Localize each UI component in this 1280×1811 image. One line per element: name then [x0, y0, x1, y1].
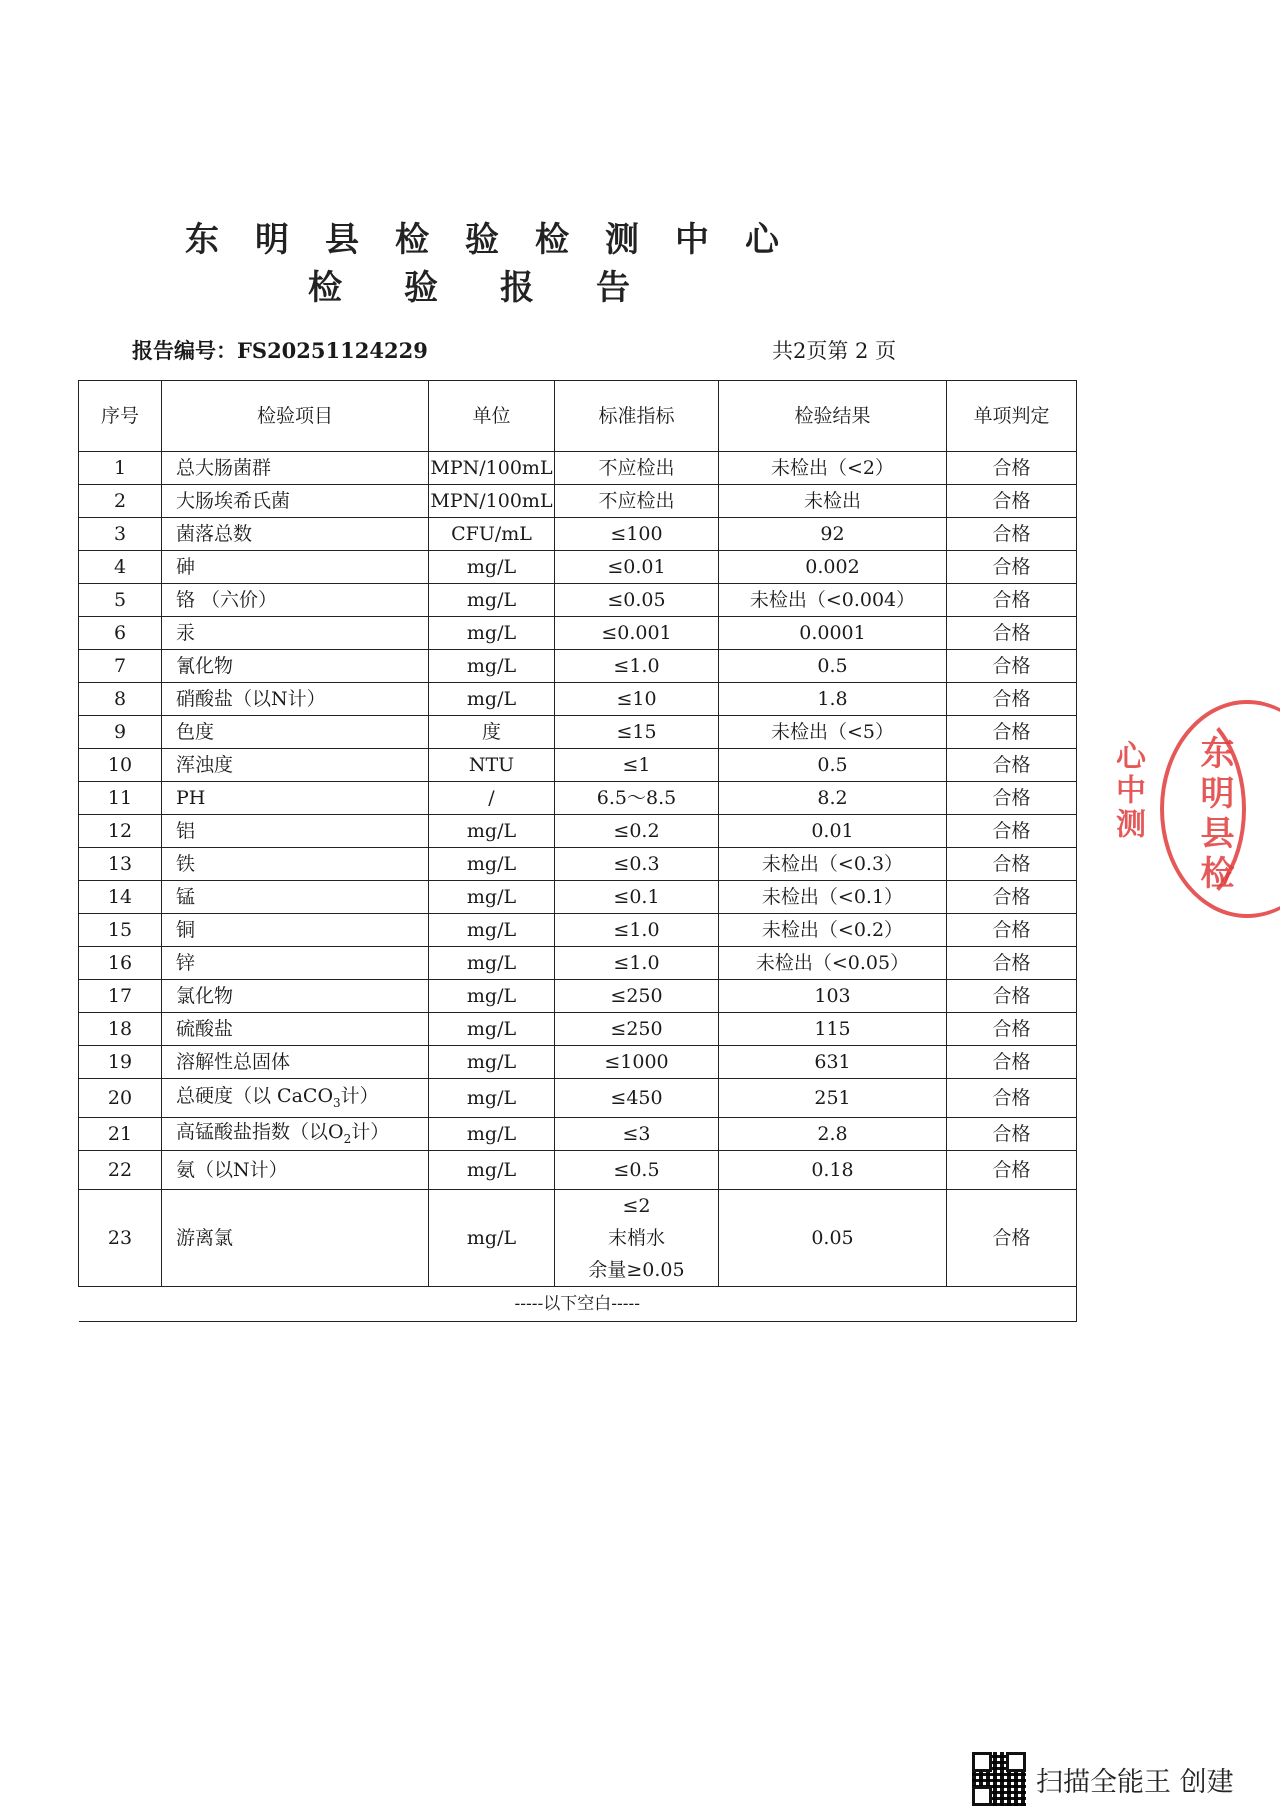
cell-standard: ≤1.0	[555, 947, 719, 980]
cell-unit: mg/L	[429, 584, 555, 617]
table-row	[79, 881, 1077, 914]
cell-no: 22	[79, 1151, 162, 1190]
report-number-value: FS20251124229	[237, 338, 428, 363]
cell-no: 15	[79, 914, 162, 947]
cell-standard: ≤0.5	[555, 1151, 719, 1190]
scanner-watermark	[972, 1752, 1234, 1806]
cell-unit: mg/L	[429, 1151, 555, 1190]
cell-item: 大肠埃希氏菌	[162, 485, 429, 518]
cell-unit: mg/L	[429, 980, 555, 1013]
table-row	[79, 518, 1077, 551]
cell-result: 2.8	[719, 1118, 947, 1151]
cell-no: 2	[79, 485, 162, 518]
cell-judgement: 合格	[947, 1046, 1077, 1079]
cell-unit: mg/L	[429, 617, 555, 650]
cell-item: 硫酸盐	[162, 1013, 429, 1046]
org-title: 东明县检验检测中心	[185, 220, 815, 260]
cell-judgement: 合格	[947, 452, 1077, 485]
table-row	[79, 1013, 1077, 1046]
cell-no: 4	[79, 551, 162, 584]
cell-item: 锌	[162, 947, 429, 980]
seal-text-right: 东明县检	[1194, 735, 1234, 895]
cell-unit: MPN/100mL	[429, 452, 555, 485]
cell-no: 19	[79, 1046, 162, 1079]
cell-result: 0.01	[719, 815, 947, 848]
cell-unit: mg/L	[429, 650, 555, 683]
cell-item: 锰	[162, 881, 429, 914]
cell-judgement: 合格	[947, 1118, 1077, 1151]
cell-item: 氯化物	[162, 980, 429, 1013]
cell-no: 13	[79, 848, 162, 881]
cell-standard: ≤250	[555, 980, 719, 1013]
cell-result: 115	[719, 1013, 947, 1046]
cell-standard: ≤0.3	[555, 848, 719, 881]
cell-no: 16	[79, 947, 162, 980]
table-row	[79, 584, 1077, 617]
report-number	[132, 335, 428, 365]
cell-judgement: 合格	[947, 551, 1077, 584]
cell-no: 11	[79, 782, 162, 815]
cell-result: 未检出（<2）	[719, 452, 947, 485]
cell-standard: ≤1000	[555, 1046, 719, 1079]
cell-unit: mg/L	[429, 947, 555, 980]
cell-result: 0.5	[719, 650, 947, 683]
cell-standard: ≤1.0	[555, 650, 719, 683]
table-row	[79, 683, 1077, 716]
watermark-text: 扫描全能王 创建	[1036, 1766, 1234, 1798]
std-line: 余量≥0.05	[588, 1259, 685, 1281]
cell-item: 浑浊度	[162, 749, 429, 782]
cell-unit: mg/L	[429, 881, 555, 914]
cell-no: 20	[79, 1079, 162, 1118]
table-row	[79, 914, 1077, 947]
cell-standard: ≤1	[555, 749, 719, 782]
blank-note: -----以下空白-----	[79, 1287, 1077, 1322]
table-row	[79, 947, 1077, 980]
cell-judgement: 合格	[947, 1190, 1077, 1287]
table-row	[79, 1151, 1077, 1190]
cell-judgement: 合格	[947, 782, 1077, 815]
cell-item: 溶解性总固体	[162, 1046, 429, 1079]
cell-judgement: 合格	[947, 1151, 1077, 1190]
cell-standard: ≤0.05	[555, 584, 719, 617]
col-header-unit: 单位	[429, 381, 555, 452]
table-row	[79, 848, 1077, 881]
cell-unit: MPN/100mL	[429, 485, 555, 518]
cell-no: 6	[79, 617, 162, 650]
report-title: 检验报告	[308, 268, 692, 308]
qr-code-icon	[972, 1752, 1026, 1806]
table-row	[79, 1079, 1077, 1118]
table-row	[79, 815, 1077, 848]
cell-judgement: 合格	[947, 848, 1077, 881]
cell-result: 0.5	[719, 749, 947, 782]
cell-standard: 不应检出	[555, 485, 719, 518]
blank-row	[79, 1287, 1077, 1322]
cell-standard: ≤250	[555, 1013, 719, 1046]
col-header-item: 检验项目	[162, 381, 429, 452]
cell-standard: ≤0.2	[555, 815, 719, 848]
table-header	[79, 381, 1077, 452]
results-table	[78, 380, 1077, 1322]
cell-no: 9	[79, 716, 162, 749]
cell-item: 总硬度（以 CaCO$_3$计）	[162, 1079, 429, 1118]
table-row	[79, 1046, 1077, 1079]
cell-item: 汞	[162, 617, 429, 650]
table-row	[79, 716, 1077, 749]
cell-judgement: 合格	[947, 683, 1077, 716]
cell-unit: CFU/mL	[429, 518, 555, 551]
cell-judgement: 合格	[947, 947, 1077, 980]
cell-result: 0.18	[719, 1151, 947, 1190]
cell-item: 铜	[162, 914, 429, 947]
cell-result: 未检出（<0.2）	[719, 914, 947, 947]
cell-result: 0.0001	[719, 617, 947, 650]
cell-judgement: 合格	[947, 650, 1077, 683]
cell-standard: ≤1.0	[555, 914, 719, 947]
cell-standard: 不应检出	[555, 452, 719, 485]
cell-result: 未检出（<0.3）	[719, 848, 947, 881]
cell-judgement: 合格	[947, 584, 1077, 617]
col-header-standard: 标准指标	[555, 381, 719, 452]
cell-judgement: 合格	[947, 716, 1077, 749]
cell-judgement: 合格	[947, 1079, 1077, 1118]
table-row	[79, 650, 1077, 683]
cell-unit: 度	[429, 716, 555, 749]
cell-result: 92	[719, 518, 947, 551]
cell-unit: mg/L	[429, 1079, 555, 1118]
cell-unit: NTU	[429, 749, 555, 782]
cell-result: 未检出（<0.05）	[719, 947, 947, 980]
cell-standard: ≤10	[555, 683, 719, 716]
cell-unit: mg/L	[429, 1046, 555, 1079]
cell-judgement: 合格	[947, 1013, 1077, 1046]
seal-text-left: 心中测	[1110, 740, 1145, 842]
table-row	[79, 551, 1077, 584]
cell-unit: mg/L	[429, 914, 555, 947]
cell-standard: 6.5～8.5	[555, 782, 719, 815]
cell-judgement: 合格	[947, 881, 1077, 914]
cell-unit: mg/L	[429, 551, 555, 584]
cell-item: 高锰酸盐指数（以$O_2$计）	[162, 1118, 429, 1151]
cell-unit: mg/L	[429, 815, 555, 848]
table-row	[79, 782, 1077, 815]
cell-no: 3	[79, 518, 162, 551]
cell-standard: ≤0.1	[555, 881, 719, 914]
cell-no: 7	[79, 650, 162, 683]
cell-standard: ≤15	[555, 716, 719, 749]
cell-standard: ≤100	[555, 518, 719, 551]
cell-no: 8	[79, 683, 162, 716]
cell-no: 1	[79, 452, 162, 485]
cell-item: PH	[162, 782, 429, 815]
cell-standard	[555, 1190, 719, 1287]
table-row	[79, 452, 1077, 485]
cell-judgement: 合格	[947, 914, 1077, 947]
cell-no: 21	[79, 1118, 162, 1151]
cell-standard: ≤450	[555, 1079, 719, 1118]
cell-unit: mg/L	[429, 1118, 555, 1151]
table-row	[79, 1190, 1077, 1287]
table-row	[79, 1118, 1077, 1151]
col-header-no: 序号	[79, 381, 162, 452]
col-header-judgement: 单项判定	[947, 381, 1077, 452]
cell-standard: ≤0.001	[555, 617, 719, 650]
cell-result: 103	[719, 980, 947, 1013]
cell-result: 631	[719, 1046, 947, 1079]
cell-unit: mg/L	[429, 1190, 555, 1287]
cell-judgement: 合格	[947, 485, 1077, 518]
cell-item: 砷	[162, 551, 429, 584]
cell-result: 未检出（<5）	[719, 716, 947, 749]
cell-result: 未检出	[719, 485, 947, 518]
cell-item: 氨（以N计）	[162, 1151, 429, 1190]
report-number-label: 报告编号：	[132, 338, 237, 363]
table-row	[79, 980, 1077, 1013]
cell-item: 游离氯	[162, 1190, 429, 1287]
cell-judgement: 合格	[947, 815, 1077, 848]
cell-item: 铝	[162, 815, 429, 848]
cell-unit: mg/L	[429, 683, 555, 716]
cell-result: 0.002	[719, 551, 947, 584]
table-row	[79, 485, 1077, 518]
cell-result: 251	[719, 1079, 947, 1118]
cell-no: 14	[79, 881, 162, 914]
cell-judgement: 合格	[947, 518, 1077, 551]
cell-item: 氰化物	[162, 650, 429, 683]
cell-result: 8.2	[719, 782, 947, 815]
cell-result: 1.8	[719, 683, 947, 716]
col-header-result: 检验结果	[719, 381, 947, 452]
cell-result: 未检出（<0.1）	[719, 881, 947, 914]
cell-item: 铁	[162, 848, 429, 881]
cell-item: 硝酸盐（以N计）	[162, 683, 429, 716]
cell-standard: ≤0.01	[555, 551, 719, 584]
cell-result: 未检出（<0.004）	[719, 584, 947, 617]
cell-unit: mg/L	[429, 1013, 555, 1046]
cell-no: 12	[79, 815, 162, 848]
cell-standard: ≤3	[555, 1118, 719, 1151]
std-line: ≤2	[622, 1195, 651, 1217]
cell-item: 色度	[162, 716, 429, 749]
cell-item: 铬 （六价）	[162, 584, 429, 617]
std-line: 末梢水	[607, 1227, 665, 1249]
cell-no: 10	[79, 749, 162, 782]
cell-result: 0.05	[719, 1190, 947, 1287]
cell-judgement: 合格	[947, 980, 1077, 1013]
table-row	[79, 749, 1077, 782]
cell-no: 17	[79, 980, 162, 1013]
cell-judgement: 合格	[947, 617, 1077, 650]
cell-unit: /	[429, 782, 555, 815]
cell-no: 18	[79, 1013, 162, 1046]
cell-unit: mg/L	[429, 848, 555, 881]
cell-item: 总大肠菌群	[162, 452, 429, 485]
cell-judgement: 合格	[947, 749, 1077, 782]
cell-no: 5	[79, 584, 162, 617]
cell-item: 菌落总数	[162, 518, 429, 551]
table-row	[79, 617, 1077, 650]
page-indicator: 共2页第 2 页	[772, 339, 897, 363]
cell-no: 23	[79, 1190, 162, 1287]
